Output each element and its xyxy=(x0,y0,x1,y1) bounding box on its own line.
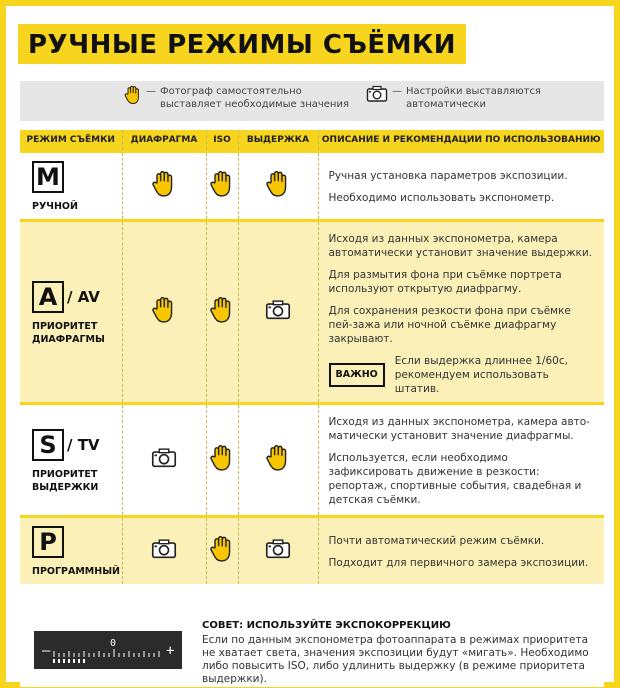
mode-name-line-1: ПРИОРИТЕТ xyxy=(32,468,98,480)
camera-icon xyxy=(151,538,177,564)
hand-icon xyxy=(209,535,235,567)
mode-name-line-1: РУЧНОЙ xyxy=(32,201,78,212)
description-paragraph: Исходя из данных экспонометра, камера авто-матически установит значение диафрагмы. xyxy=(328,416,590,442)
mode-cell xyxy=(20,517,122,585)
iso-cell xyxy=(206,517,238,585)
description-cell xyxy=(318,152,604,221)
iso-cell xyxy=(206,152,238,221)
hand-icon xyxy=(209,296,235,328)
scale-plus: + xyxy=(166,643,175,659)
legend-hand-line-1: Фотограф самостоятельно xyxy=(160,86,302,97)
camera-icon xyxy=(265,538,291,564)
iso-cell xyxy=(206,404,238,517)
description-cell xyxy=(318,404,604,517)
hand-icon xyxy=(265,444,291,476)
description-paragraph: Необходимо использовать экспонометр. xyxy=(328,192,555,204)
description-paragraph: Используется, если необходимо зафиксировать движение в резкости: репортаж, спортивные события, свадебная и детская съёмки. xyxy=(328,452,582,506)
mode-suffix: / AV xyxy=(67,287,100,306)
hand-icon xyxy=(151,296,177,328)
column-header-iso: ISO xyxy=(206,130,238,152)
description-paragraph: Для сохранения резкости фона при съёмке пей-зажа или ночной съёмке диафрагму закрывают. xyxy=(328,305,571,345)
mode-letter: M xyxy=(32,161,64,193)
hand-icon xyxy=(265,170,291,202)
description-paragraph: Ручная установка параметров экспозиции. xyxy=(328,170,568,182)
column-header-aperture: ДИАФРАГМА xyxy=(122,130,206,152)
hand-icon xyxy=(151,170,177,202)
mode-cell xyxy=(20,221,122,404)
description-cell xyxy=(318,517,604,585)
camera-icon xyxy=(366,85,388,103)
mode-suffix: / TV xyxy=(67,435,100,454)
hand-icon xyxy=(209,170,235,202)
tip-body: Если по данным экспонометра фотоаппарата в режимах приоритета не хватает света, значения экспозиции будут «мигать». Необходимо либо повысить ISO, либо удлинить выдержку (в режиме приоритета выдержки). xyxy=(202,634,589,685)
aperture-cell xyxy=(122,404,206,517)
legend-dash: — xyxy=(146,86,156,97)
table-row xyxy=(20,221,604,404)
description-paragraph: Для размытия фона при съёмке портрета используют открытую диафрагму. xyxy=(328,269,562,295)
aperture-cell xyxy=(122,152,206,221)
exposure-scale-graphic xyxy=(34,631,182,669)
legend-hand xyxy=(124,85,349,111)
tip-box xyxy=(20,615,604,687)
camera-icon xyxy=(151,447,177,473)
aperture-cell xyxy=(122,517,206,585)
table-row xyxy=(20,404,604,517)
scale-zero: 0 xyxy=(110,638,117,649)
mode-label xyxy=(32,526,122,558)
mode-name xyxy=(32,200,122,213)
mode-name-line-2: ВЫДЕРЖКИ xyxy=(32,481,99,493)
shutter-cell xyxy=(238,221,318,404)
column-header-mode: РЕЖИМ СЪЁМКИ xyxy=(20,130,122,152)
hand-icon xyxy=(124,85,142,105)
title-banner xyxy=(18,24,466,64)
column-header-shutter: ВЫДЕРЖКА xyxy=(238,130,318,152)
modes-table xyxy=(20,130,604,584)
mode-label xyxy=(32,161,122,193)
mode-name xyxy=(32,320,122,346)
mode-name xyxy=(32,468,122,494)
mode-name xyxy=(32,565,122,578)
description-cell xyxy=(318,221,604,404)
table-header-row xyxy=(20,130,604,152)
legend-camera-text xyxy=(406,85,541,111)
mode-name-line-1: ПРИОРИТЕТ xyxy=(32,320,98,332)
description-paragraph: Подходит для первичного замера экспозиции. xyxy=(328,557,589,569)
tip-text-block xyxy=(202,619,600,686)
important-text: Если выдержка длиннее 1/60с, рекомендуем использовать штатив. xyxy=(394,355,568,395)
legend-hand-line-2: выставляет необходимые значения xyxy=(160,99,349,110)
mode-cell xyxy=(20,404,122,517)
legend-bar xyxy=(20,81,604,121)
mode-label xyxy=(32,429,122,461)
shutter-cell xyxy=(238,404,318,517)
description-paragraph: Почти автоматический режим съёмки. xyxy=(328,535,545,547)
mode-cell xyxy=(20,152,122,221)
mode-letter: P xyxy=(32,526,64,558)
mode-letter: S xyxy=(32,429,64,461)
scale-minus: – xyxy=(42,643,51,659)
mode-name-line-2: ДИАФРАГМЫ xyxy=(32,333,105,345)
legend-camera-line-2: автоматически xyxy=(406,99,487,110)
legend-hand-text xyxy=(160,85,349,111)
legend-camera xyxy=(366,85,541,111)
aperture-cell xyxy=(122,221,206,404)
legend-dash: — xyxy=(392,86,402,97)
page-title: РУЧНЫЕ РЕЖИМЫ СЪЁМКИ xyxy=(28,30,457,60)
mode-letter: A xyxy=(32,281,64,313)
important-badge: ВАЖНО xyxy=(329,363,385,387)
column-header-description: ОПИСАНИЕ И РЕКОМЕНДАЦИИ ПО ИСПОЛЬЗОВАНИЮ xyxy=(318,130,604,152)
shutter-cell xyxy=(238,152,318,221)
table-row xyxy=(20,517,604,585)
tip-heading: СОВЕТ: ИСПОЛЬЗУЙТЕ ЭКСПОКОРРЕКЦИЮ xyxy=(202,620,451,631)
hand-icon xyxy=(209,444,235,476)
iso-cell xyxy=(206,221,238,404)
camera-icon xyxy=(265,299,291,325)
mode-name-line-1: ПРОГРАММНЫЙ xyxy=(32,566,121,577)
mode-label xyxy=(32,281,122,313)
important-note xyxy=(329,354,595,396)
description-paragraph: Исходя из данных экспонометра, камера автоматически установит значение выдержки. xyxy=(328,233,593,259)
shutter-cell xyxy=(238,517,318,585)
table-row xyxy=(20,152,604,221)
legend-camera-line-1: Настройки выставляются xyxy=(406,86,541,97)
